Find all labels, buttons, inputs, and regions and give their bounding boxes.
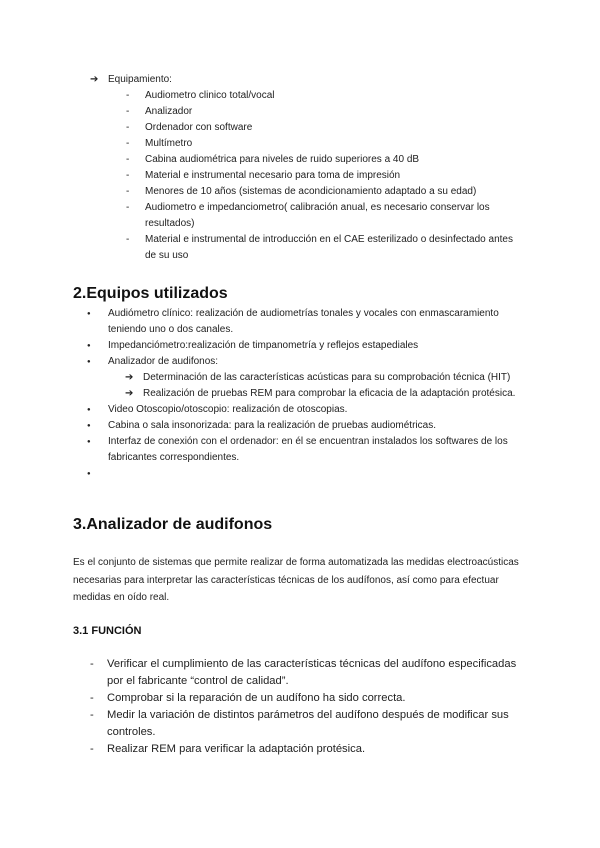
list-item: - Verificar el cumplimiento de las características técnicas del audífono especificadas por el fabricante “control de calidad”. — [73, 656, 523, 690]
analizador-sublist — [108, 370, 528, 402]
funcion-list — [73, 656, 523, 758]
list-item: ● Video Otoscopio/otoscopio: realización de otoscopias. — [73, 402, 528, 418]
list-item: - Material e instrumental de introducción en el CAE esterilizado o desinfectado antes de su uso — [126, 232, 526, 264]
list-item: - Audiometro e impedanciometro( calibración anual, es necesario conservar los resultados) — [126, 200, 526, 232]
list-item: - Cabina audiométrica para niveles de ruido superiores a 40 dB — [126, 152, 526, 168]
list-item: - Ordenador con software — [126, 120, 526, 136]
list-item: - Multímetro — [126, 136, 526, 152]
list-item: - Menores de 10 años (sistemas de acondicionamiento adaptado a su edad) — [126, 184, 526, 200]
equipamiento-heading-row — [90, 72, 172, 88]
sub-list-item: ➔ Determinación de las características acústicas para su comprobación técnica (HIT) — [108, 370, 528, 386]
arrow-icon: ➔ — [90, 74, 99, 85]
section-2-title: 2.Equipos utilizados — [73, 285, 228, 302]
equipamiento-heading: Equipamiento: — [108, 74, 172, 85]
section-3-title: 3.Analizador de audifonos — [73, 516, 273, 533]
equipos-list — [73, 306, 528, 482]
sub-list-item: ➔ Realización de pruebas REM para comprobar la eficacia de la adaptación protésica. — [108, 386, 528, 402]
list-item: - Realizar REM para verificar la adaptación protésica. — [73, 741, 523, 758]
list-item: - Material e instrumental necesario para toma de impresión — [126, 168, 526, 184]
list-item: - Audiometro clinico total/vocal — [126, 88, 526, 104]
list-item: ● Audiómetro clínico: realización de audiometrías tonales y vocales con enmascaramiento teniendo uno o dos canales. — [73, 306, 528, 338]
list-item — [73, 354, 528, 402]
list-item: - Comprobar si la reparación de un audífono ha sido correcta. — [73, 690, 523, 707]
empty-list-item — [73, 466, 528, 482]
section-3-paragraph: Es el conjunto de sistemas que permite realizar de forma automatizada las medidas electroacústicas necesarias para interpretar las características técnicas de los audífonos, así como para efectuar medidas en oído real. — [73, 557, 519, 603]
list-item: - Analizador — [126, 104, 526, 120]
list-item: ● Cabina o sala insonorizada: para la realización de pruebas audiométricas. — [73, 418, 528, 434]
section-3-1-title: 3.1 FUNCIÓN — [73, 625, 142, 637]
list-item: ● Impedanciómetro:realización de timpanometría y reflejos estapediales — [73, 338, 528, 354]
list-item: - Medir la variación de distintos parámetros del audífono después de modificar sus controles. — [73, 707, 523, 741]
equipamiento-list — [126, 88, 526, 264]
list-item-label: Analizador de audifonos: — [108, 356, 219, 367]
list-item: ● Interfaz de conexión con el ordenador: en él se encuentran instalados los softwares de los fabricantes correspondientes. — [73, 434, 528, 466]
